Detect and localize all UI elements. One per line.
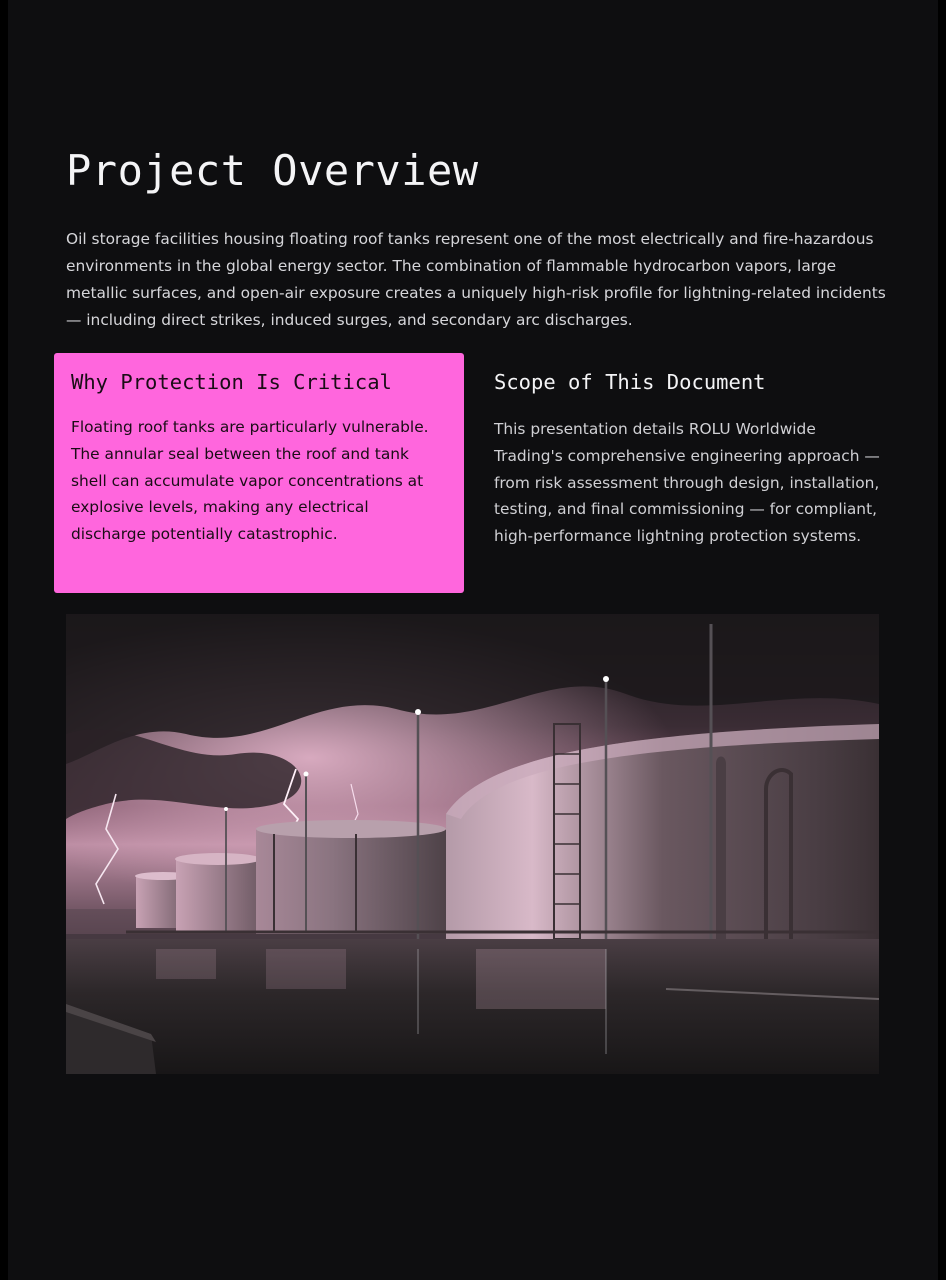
scope-section [494,370,884,550]
document-page [8,0,938,1280]
scope-heading: Scope of This Document [494,370,766,394]
intro-paragraph: Oil storage facilities housing floating roof tanks represent one of the most electrically and fire-hazardous environments in the global energy sector. The combination of flammable hydrocarbon vapors, large metallic surfaces, and open-air exposure creates a uniquely high-risk profile for lightning-related incidents — including direct strikes, induced surges, and secondary arc discharges. [66,230,886,329]
why-protection-body: Floating roof tanks are particularly vulnerable. The annular seal between the roof and tank shell can accumulate vapor concentrations at explosive levels, making any electrical discharge potentially catastrophic. [71,418,429,544]
why-protection-heading: Why Protection Is Critical [71,370,392,394]
storm-tank-farm-image [66,614,879,1074]
why-protection-card [54,353,464,593]
scope-body: This presentation details ROLU Worldwide Trading's comprehensive engineering approach — from risk assessment through design, installation, testing, and final commissioning — for compliant, high-performance lightning protection systems. [494,420,880,546]
page-title: Project Overview [66,146,479,195]
